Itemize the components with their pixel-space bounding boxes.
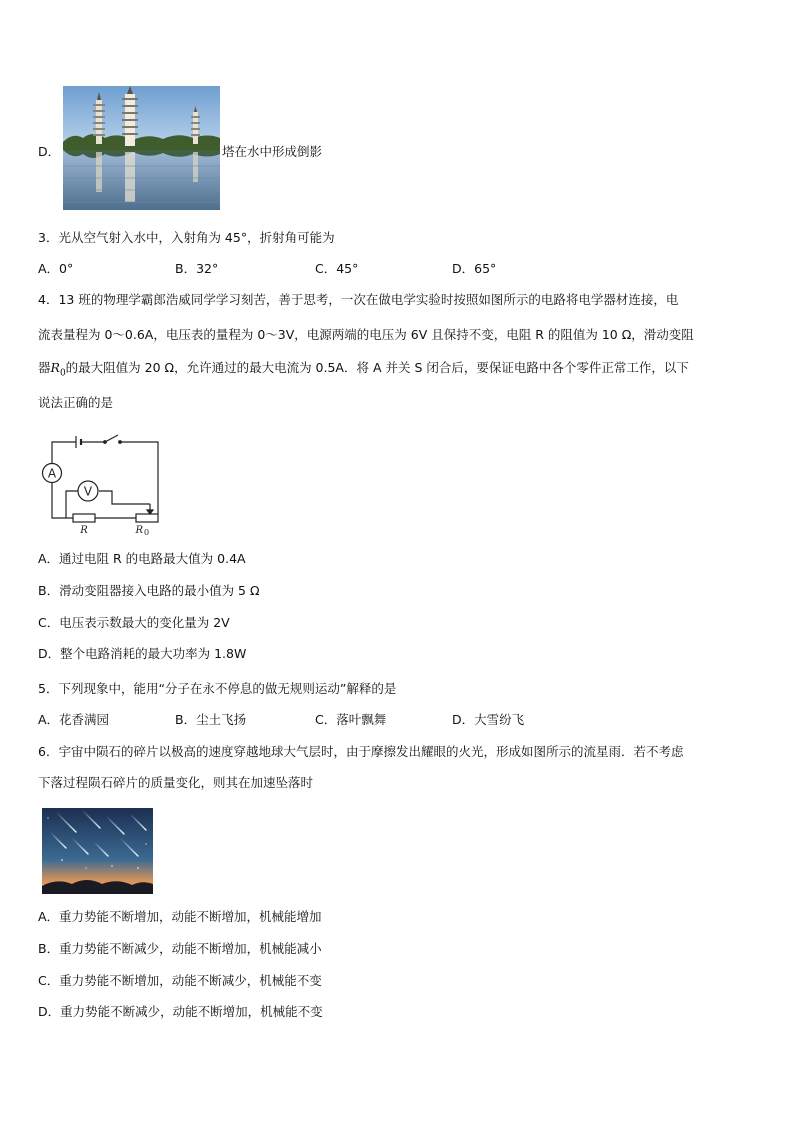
rheostat-symbol-sub: 0: [59, 368, 66, 379]
q4-line3-rest: 的最大阻值为 20 Ω，允许通过的最大电流为 0.5A．将 A 并关 S 闭合后，要保证电路中各个零件正常工作，以下: [65, 360, 689, 375]
q4-option-d: D．整个电路消耗的最大功率为 1.8W: [38, 646, 247, 661]
q4-stem-line2: 流表量程为 0～0.6A，电压表的量程为 0～3V，电源两端的电压为 6V 且保持不变，电阻 R 的阻值为 10 Ω，滑动变阻: [38, 327, 694, 342]
q6-option-d: D．重力势能不断减少，动能不断增加，机械能不变: [38, 1004, 323, 1019]
resistor-box: [73, 514, 95, 522]
rheostat-label-sub: 0: [144, 528, 150, 536]
q2-option-d-text: 塔在水中形成倒影: [222, 144, 323, 159]
q4-option-c: C．电压表示数最大的变化量为 2V: [38, 615, 230, 630]
rheostat-symbol-var: R: [50, 360, 60, 375]
q3-option-b: B．32°: [175, 261, 219, 276]
q5-option-b: B．尘土飞扬: [175, 712, 247, 727]
q5-stem: 5．下列现象中，能用“分子在永不停息的做无规则运动”解释的是: [38, 681, 397, 696]
q6-option-b: B．重力势能不断减少，动能不断增加，机械能减小: [38, 941, 322, 956]
circuit-diagram: [38, 428, 166, 536]
q5-option-a: A．花香满园: [38, 712, 110, 727]
q6-option-c: C．重力势能不断增加，动能不断减少，机械能不变: [38, 973, 322, 988]
q4-option-a: A．通过电阻 R 的电路最大值为 0.4A: [38, 551, 246, 566]
q6-stem-line2: 下落过程陨石碎片的质量变化，则其在加速坠落时: [38, 775, 314, 790]
q2-option-d-letter: D．: [38, 144, 61, 159]
voltmeter-label: V: [83, 484, 93, 499]
q5-option-d: D．大雪纷飞: [452, 712, 525, 727]
q6-option-a: A．重力势能不断增加，动能不断增加，机械能增加: [38, 909, 322, 924]
meteor-shower-photo: [42, 808, 153, 894]
rheostat-symbol: [50, 360, 66, 379]
ammeter-label: A: [47, 466, 57, 481]
circuit-wire-left: [52, 482, 73, 518]
rheostat-label-var: R: [135, 525, 143, 536]
resistor-label: R: [80, 525, 88, 536]
q3-option-a: A．0°: [38, 261, 74, 276]
pagoda-reflection-photo: [63, 86, 220, 210]
q4-line3-prefix: 器: [38, 360, 51, 375]
circuit-wire-right: [120, 442, 158, 514]
q3-option-d: D．65°: [452, 261, 497, 276]
switch-lever: [105, 435, 118, 442]
q4-stem-line3: [38, 360, 689, 382]
q5-option-c: C．落叶飘舞: [315, 712, 387, 727]
q3-stem: 3．光从空气射入水中，入射角为 45°，折射角可能为: [38, 230, 335, 245]
circuit-wire-top-left: [52, 442, 76, 464]
q4-stem-line4: 说法正确的是: [38, 395, 114, 410]
rheostat-box: [136, 514, 158, 522]
q4-stem-line1: 4．13 班的物理学霸郎浩威同学学习刻苦，善于思考，一次在做电学实验时按照如图所示的电路将电学器材连接，电: [38, 292, 679, 307]
voltmeter-wire-right: [99, 491, 150, 504]
q6-stem-line1: 6．宇宙中陨石的碎片以极高的速度穿越地球大气层时，由于摩擦发出耀眼的火光，形成如图所示的流星雨．若不考虑: [38, 744, 684, 759]
q4-option-b: B．滑动变阻器接入电路的最小值为 5 Ω: [38, 583, 260, 598]
q3-option-c: C．45°: [315, 261, 359, 276]
